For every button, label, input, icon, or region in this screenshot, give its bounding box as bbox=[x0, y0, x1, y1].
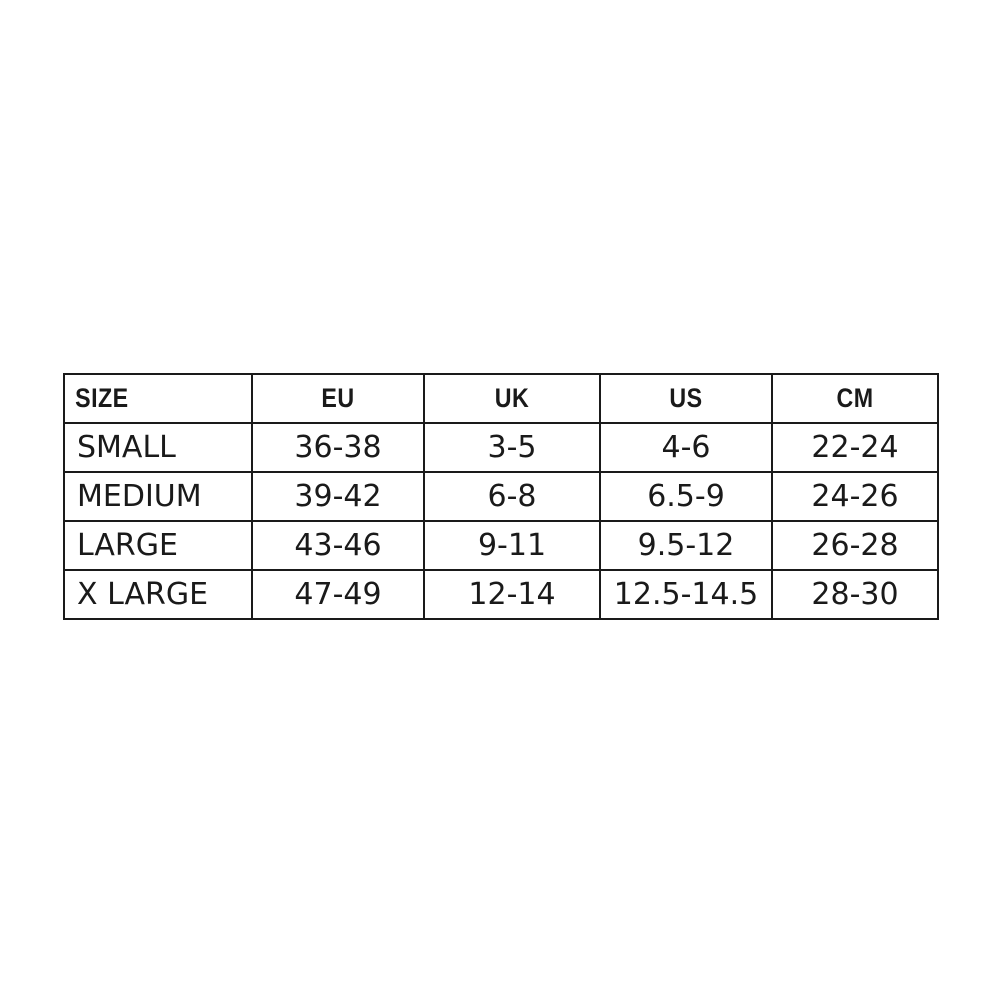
cell-uk: 9-11 bbox=[424, 521, 600, 570]
cell-cm: 22-24 bbox=[772, 423, 938, 472]
size-chart-container bbox=[63, 373, 937, 620]
column-header-eu: EU bbox=[264, 374, 412, 423]
cell-uk: 3-5 bbox=[424, 423, 600, 472]
size-chart-table bbox=[63, 373, 939, 620]
table-header-row bbox=[64, 374, 938, 423]
cell-size: SMALL bbox=[64, 423, 252, 472]
column-header-uk: UK bbox=[436, 374, 587, 423]
cell-cm: 26-28 bbox=[772, 521, 938, 570]
cell-uk: 6-8 bbox=[424, 472, 600, 521]
table-row bbox=[64, 521, 938, 570]
table-row bbox=[64, 423, 938, 472]
cell-us: 4-6 bbox=[600, 423, 772, 472]
column-header-cm: CM bbox=[784, 374, 927, 423]
cell-uk: 12-14 bbox=[424, 570, 600, 619]
cell-us: 12.5-14.5 bbox=[600, 570, 772, 619]
table-row bbox=[64, 570, 938, 619]
column-header-us: US bbox=[612, 374, 760, 423]
cell-us: 6.5-9 bbox=[600, 472, 772, 521]
table-body bbox=[64, 423, 938, 619]
cell-eu: 43-46 bbox=[252, 521, 424, 570]
cell-cm: 24-26 bbox=[772, 472, 938, 521]
column-header-size: SIZE bbox=[64, 374, 226, 423]
cell-cm: 28-30 bbox=[772, 570, 938, 619]
cell-eu: 36-38 bbox=[252, 423, 424, 472]
cell-size: MEDIUM bbox=[64, 472, 252, 521]
cell-eu: 47-49 bbox=[252, 570, 424, 619]
cell-size: X LARGE bbox=[64, 570, 252, 619]
cell-eu: 39-42 bbox=[252, 472, 424, 521]
cell-size: LARGE bbox=[64, 521, 252, 570]
table-row bbox=[64, 472, 938, 521]
table-header bbox=[64, 374, 938, 423]
cell-us: 9.5-12 bbox=[600, 521, 772, 570]
